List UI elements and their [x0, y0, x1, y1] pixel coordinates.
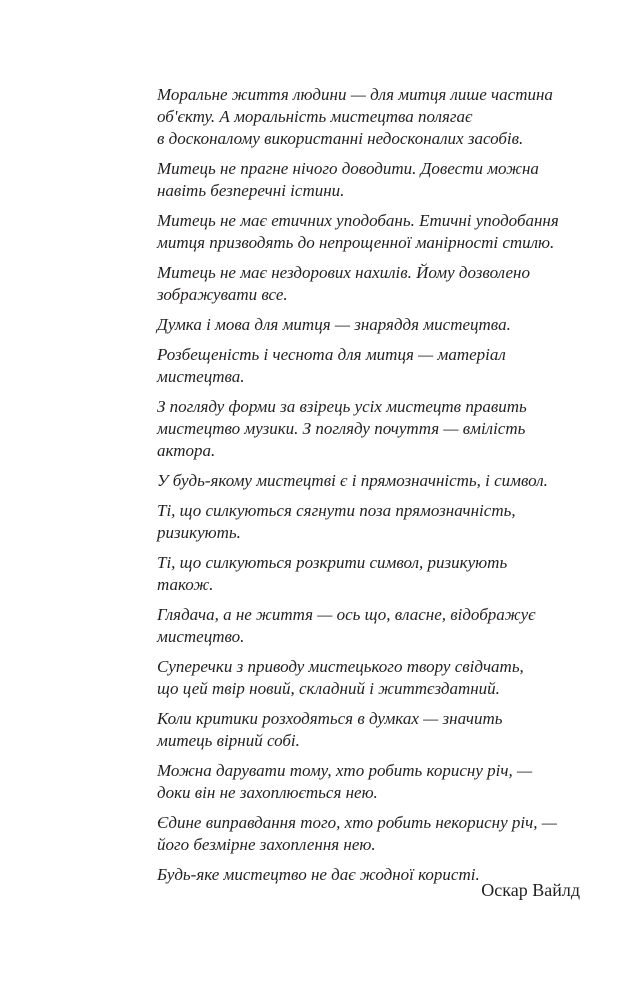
text-line: Думка і мова для митця — знаряддя мистецтва.: [157, 315, 511, 334]
text-line: У будь-якому мистецтві є і прямозначність, і символ.: [157, 471, 548, 490]
text-line: Митець не прагне нічого доводити. Довести можна: [157, 159, 539, 178]
aphorism-paragraph: [157, 470, 587, 492]
text-line: Митець не має нездорових нахилів. Йому дозволено: [157, 263, 530, 282]
text-line: в досконалому використанні недосконалих засобів.: [157, 129, 524, 148]
text-line: Розбещеність і чеснота для митця — матеріал: [157, 345, 506, 364]
aphorism-paragraph: [157, 314, 587, 336]
text-line: Ті, що силкуються розкрити символ, ризикують: [157, 553, 508, 572]
author-signature: Оскар Вайлд: [481, 880, 580, 900]
text-line: ризикують.: [157, 523, 241, 542]
aphorism-paragraph: [157, 656, 587, 700]
text-line: мистецтво.: [157, 627, 245, 646]
text-line: об'єкту. А моральність мистецтва полягає: [157, 107, 473, 126]
text-line: Єдине виправдання того, хто робить некорисну річ, —: [157, 813, 557, 832]
text-line: його безмірне захоплення нею.: [157, 835, 376, 854]
text-line: Митець не має етичних уподобань. Етичні уподобання: [157, 211, 559, 230]
text-line: зображувати все.: [157, 285, 288, 304]
aphorism-paragraph: [157, 708, 587, 752]
text-line: мистецтва.: [157, 367, 245, 386]
text-line: також.: [157, 575, 214, 594]
text-line: Будь-яке мистецтво не дає жодної користі.: [157, 865, 480, 884]
aphorism-paragraph: [157, 158, 587, 202]
aphorism-paragraph: [157, 760, 587, 804]
aphorism-paragraph: [157, 604, 587, 648]
aphorism-list: [157, 84, 587, 894]
text-line: Суперечки з приводу мистецького твору свідчать,: [157, 657, 524, 676]
aphorism-paragraph: [157, 552, 587, 596]
text-line: Моральне життя людини — для митця лише частина: [157, 85, 553, 104]
text-line: митця призводять до непрощенної манірності стилю.: [157, 233, 555, 252]
text-line: З погляду форми за взірець усіх мистецтв править: [157, 397, 527, 416]
aphorism-paragraph: [157, 396, 587, 462]
aphorism-paragraph: [157, 262, 587, 306]
aphorism-paragraph: [157, 210, 587, 254]
text-line: Глядача, а не життя — ось що, власне, відображує: [157, 605, 536, 624]
text-line: що цей твір новий, складний і життєздатний.: [157, 679, 500, 698]
text-line: актора.: [157, 441, 216, 460]
aphorism-paragraph: [157, 84, 587, 150]
text-line: Коли критики розходяться в думках — значить: [157, 709, 503, 728]
text-line: Можна дарувати тому, хто робить корисну річ, —: [157, 761, 533, 780]
aphorism-paragraph: [157, 500, 587, 544]
text-line: Ті, що силкуються сягнути поза прямозначність,: [157, 501, 516, 520]
aphorism-paragraph: [157, 344, 587, 388]
aphorism-paragraph: [157, 812, 587, 856]
text-line: доки він не захоплюється нею.: [157, 783, 378, 802]
text-line: навіть безперечні істини.: [157, 181, 345, 200]
text-line: митець вірний собі.: [157, 731, 300, 750]
text-line: мистецтво музики. З погляду почуття — вміліcть: [157, 419, 526, 438]
